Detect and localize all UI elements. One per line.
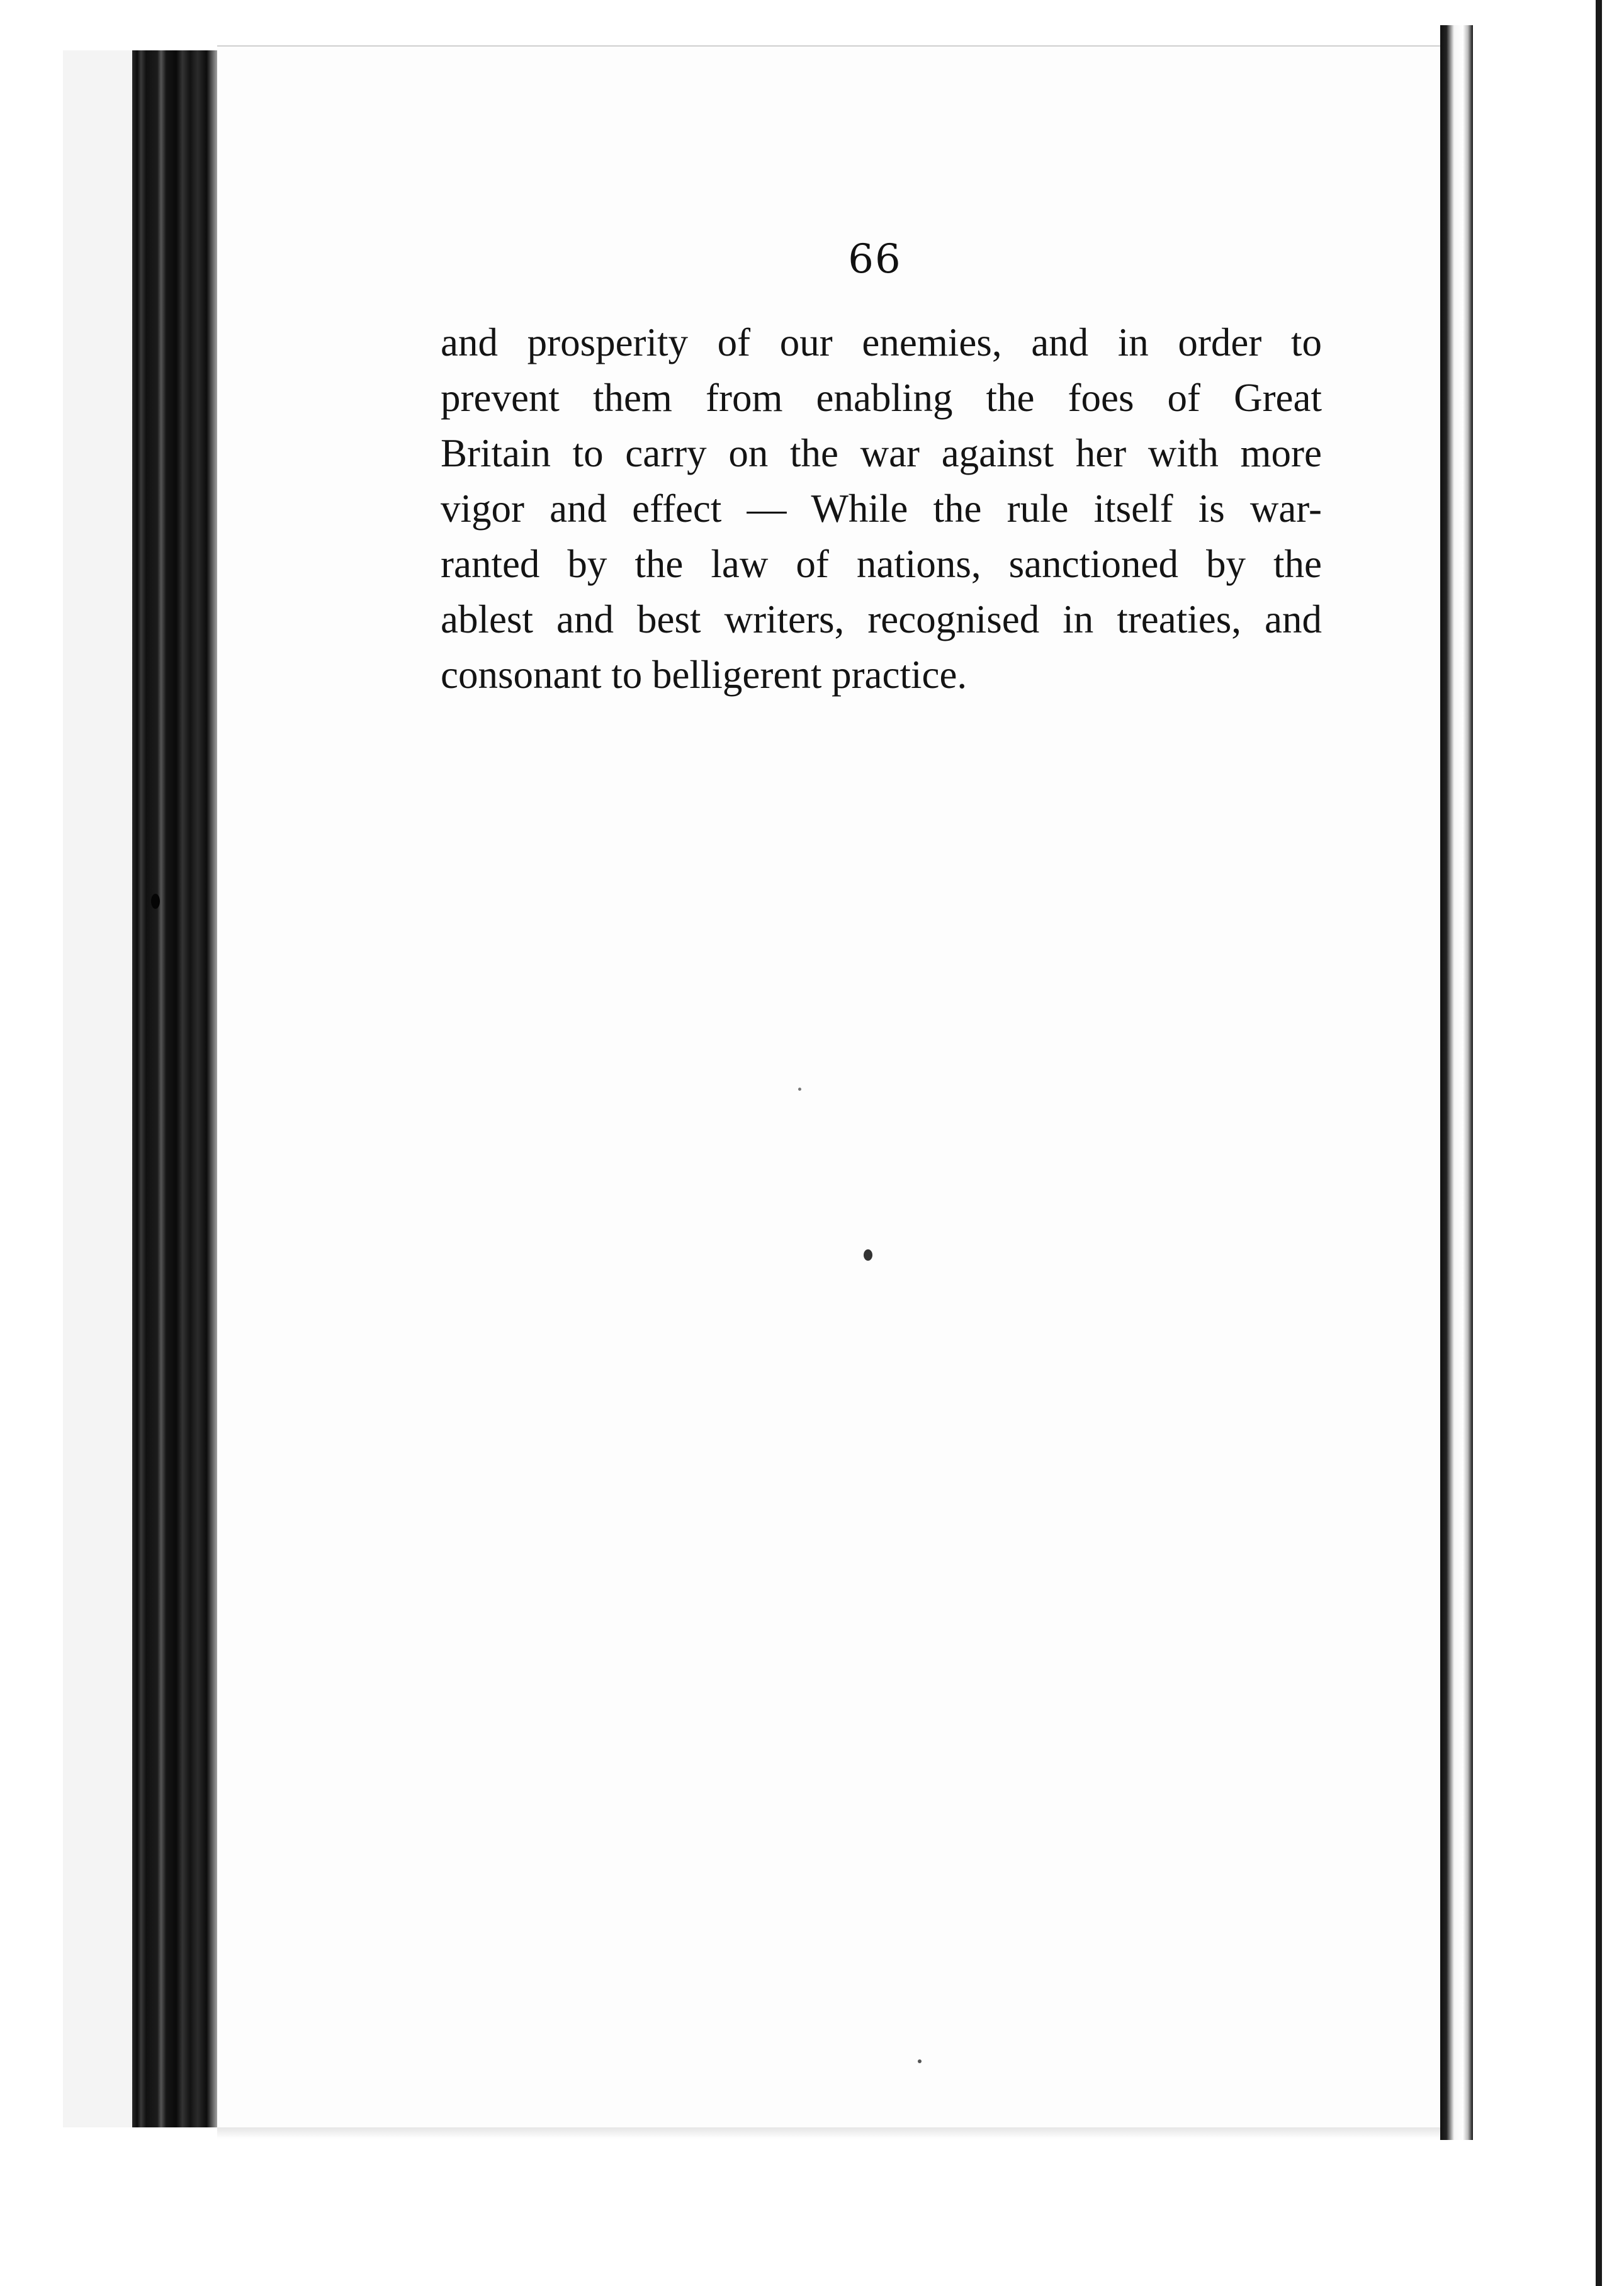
text-line: ablest and best writers, recognised in treaties, and [441, 597, 1322, 641]
ink-speck [798, 1088, 801, 1091]
page-bottom-shadow [217, 2127, 1441, 2139]
text-line: consonant to belligerent practice. [441, 653, 967, 697]
text-line: Britain to carry on the war against her with more [441, 431, 1322, 475]
text-line: ranted by the law of nations, sanctioned by the [441, 542, 1322, 586]
text-line: and prosperity of our enemies, and in order to [441, 320, 1322, 364]
ink-speck [864, 1249, 872, 1261]
text-line: prevent them from enabling the foes of Great [441, 376, 1322, 420]
facing-page-edge [1473, 25, 1599, 2140]
scan-right-border [1596, 0, 1602, 2286]
text-line: vigor and effect — While the rule itself is war- [441, 487, 1322, 531]
page-gutter [1440, 25, 1473, 2140]
ink-speck [151, 894, 160, 909]
ink-speck [918, 2059, 922, 2063]
body-text [441, 315, 1322, 702]
scan-margin [63, 50, 133, 2127]
page-number: 66 [848, 236, 902, 283]
